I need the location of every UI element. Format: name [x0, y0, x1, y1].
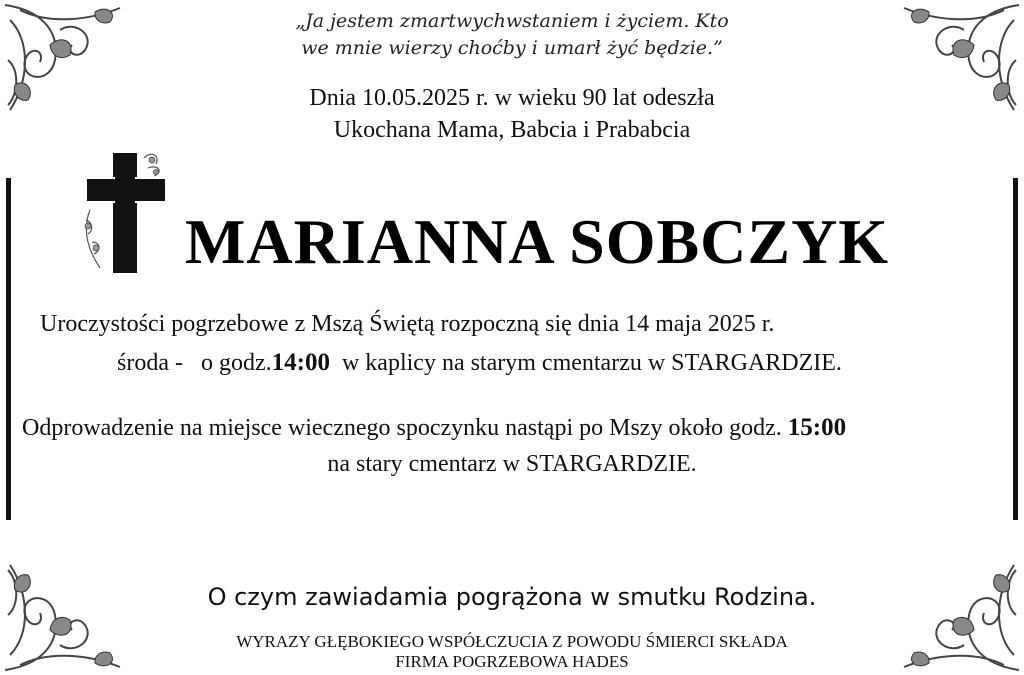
- ceremony-time: 14:00: [271, 349, 330, 376]
- quote-line-2: we mnie wierzy choćby i umarł żyć będzie.”: [301, 37, 723, 59]
- deceased-name: MARIANNA SOBCZYK: [185, 206, 890, 277]
- procession-time: 15:00: [787, 414, 847, 441]
- procession-text: Odprowadzenie na miejsce wiecznego spoczynku nastąpi po Mszy około godz.: [22, 415, 782, 441]
- ceremony-day: środa - o godz.: [117, 350, 272, 376]
- footer-line-2: FIRMA POGRZEBOWA HADES: [395, 652, 629, 671]
- intro: [0, 82, 1024, 146]
- ceremony-line-1: Uroczystości pogrzebowe z Mszą Świętą rozpoczną się dnia 14 maja 2025 r.: [40, 311, 775, 337]
- quote-line-1: „Ja jestem zmartwychwstaniem i życiem. Kto: [295, 10, 729, 32]
- cross-icon: [82, 150, 172, 280]
- procession-line-2: na stary cmentarz w STARGARDZIE.: [327, 451, 697, 477]
- ceremony-place: w kaplicy na starym cmentarzu w STARGARDZIE.: [329, 350, 842, 376]
- intro-line-1: Dnia 10.05.2025 r. w wieku 90 lat odeszła: [309, 85, 715, 111]
- closing-line: O czym zawiadamia pogrążona w smutku Rodzina.: [207, 583, 817, 611]
- ceremony-line-2: [117, 349, 842, 377]
- quote: [0, 8, 1024, 62]
- procession-line-1: [22, 414, 846, 442]
- footer-line-1: WYRAZY GŁĘBOKIEGO WSPÓŁCZUCIA Z POWODU ŚMIERCI SKŁADA: [236, 632, 788, 651]
- intro-line-2: Ukochana Mama, Babcia i Prababcia: [333, 117, 691, 143]
